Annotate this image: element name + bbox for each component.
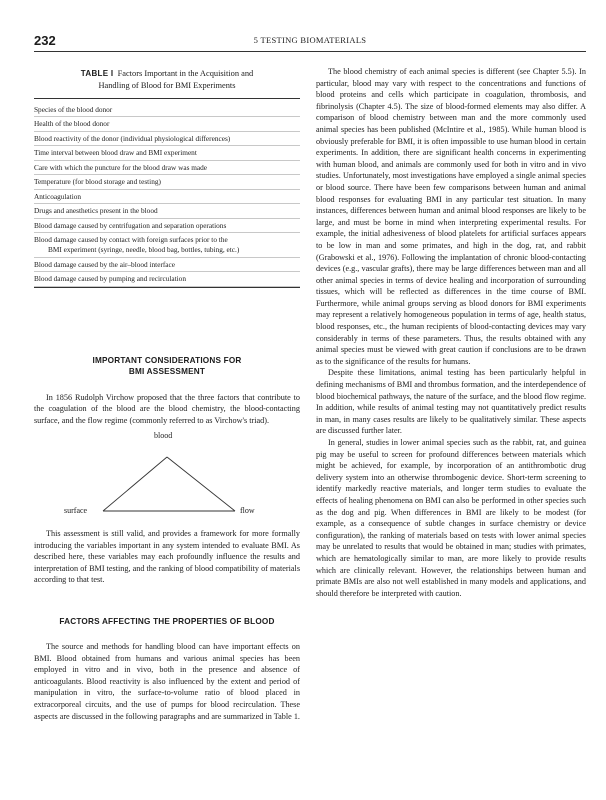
- section-heading-factors: FACTORS AFFECTING THE PROPERTIES OF BLOOD: [59, 616, 275, 626]
- source-methods-paragraph: The source and methods for handling blood can have important effects on BMI. Blood obtained from humans and various animal species has been employed in vitro and in vivo, both in the presence and absence of anticoagulants. Blood reactivity is also influenced by the extent and period of manipulation in vitro, the surface-to-volume ratio of blood placed in extracorporeal circuits, and the use of pumps for blood recirculation. These aspects are discussed in the following paragraphs and are summarized in Table 1.: [34, 641, 300, 721]
- table-row-text: Blood damage caused by pumping and recirculation: [34, 274, 186, 284]
- table-row: [34, 175, 300, 189]
- triad-edge-right: [167, 457, 235, 511]
- heading-line1: IMPORTANT CONSIDERATIONS FOR: [92, 355, 242, 365]
- blood-chemistry-paragraph: The blood chemistry of each animal species is different (see Chapter 5.5). In particular, blood may vary with respect to the concentrations and functions of blood proteins and cells which participate in coagulation, thrombosis, and fibrinolysis (Chapter 4.5). The size of blood-formed elements may also differ. A comparison of blood chemistry between man and the more commonly used animal species has been published (McIntire et al., 1985). While human blood is obviously preferable for BMI, it is often impossible to use human blood in certain experiments. In addition, there are significant health concerns in experimenting with human blood, and animals are commonly used for both in vitro and in vivo studies. Unfortunately, most investigations have employed a single animal species or blood source. There have been few comparisons between human and animal blood responses for evaluating BMI in any particular test situation. In many instances, differences between human and animal blood responses are likely to be large, and must be borne in mind when interpreting experimental results. For example, the initial adhesiveness of blood platelets for artificial surfaces appears to be low in man and some primates, and high in the dog, rat, and rabbit (Grabowski et al., 1976). Following the implantation of chronic blood-contacting devices (e.g., vascular grafts), there may be large differences between man and all other animal species in terms of device healing and incorporation of surrounding tissues, which will be reflected as differences in the time course of BMI. Furthermore, while animal groups serving as blood donors for BMI experiments may represent a relatively homogeneous population in terms of age, health status, blood responses, etc., the human recipients of blood-contacting devices may vary considerably in terms of these parameters. Thus, the results obtained with any animal species must be viewed with great caution if conclusions are to be drawn as to the significance of the results for humans.: [316, 67, 586, 366]
- table-row-text: Blood damage caused by centrifugation and separation operations: [34, 220, 227, 230]
- virchow-paragraph: In 1856 Rudolph Virchow proposed that the three factors that contribute to the coagulation of the blood are the blood chemistry, the blood-contacting surface, and the flow regime (commonly referred to as Virchow's triad).: [34, 392, 300, 425]
- table-row-text: Care with which the puncture for the blood draw was made: [34, 162, 208, 172]
- assessment-paragraph: This assessment is still valid, and provides a framework for more formally introducing the variables important in any system intended to evaluate BMI. As described here, these variables may each profoundly influence the results and interpretation of BMI testing, and the ranking of blood compatibility of materials according to that test.: [34, 529, 300, 585]
- left-column: [34, 66, 300, 427]
- table-row: [34, 233, 300, 257]
- table-title-line1: Factors Important in the Acquisition and: [117, 69, 254, 78]
- table-row: [34, 103, 300, 117]
- table-row-text: Anticoagulation: [34, 191, 82, 201]
- right-column: [316, 66, 586, 599]
- running-head: 5 TESTING BIOMATERIALS: [253, 35, 367, 45]
- triad-edge-left: [103, 457, 167, 511]
- page-header: [34, 33, 586, 49]
- table-row-text: Health of the blood donor: [34, 119, 110, 129]
- header-rule: [34, 51, 586, 52]
- triad-label-flow: flow: [240, 506, 255, 515]
- triad-label-surface: surface: [64, 506, 88, 515]
- table-row: [34, 146, 300, 160]
- limitations-paragraph: Despite these limitations, animal testing has been particularly helpful in defining mechanisms of BMI and thrombus formation, and the interdependence of blood biochemical pathways, the nature of the surface, and the blood flow regime. In addition, while results of animal testing may not quantitatively predict results in man, in many cases results are likely to be qualitatively similar. These aspects are discussed further later.: [316, 368, 586, 436]
- table-row-text: Blood reactivity of the donor (individual physiological differences): [34, 133, 231, 143]
- table-row: [34, 132, 300, 146]
- table-row: [34, 117, 300, 131]
- table-row: [34, 258, 300, 272]
- table-title-line2: Handling of Blood for BMI Experiments: [98, 81, 236, 90]
- table-caption: [34, 68, 300, 92]
- table-row-text: Blood damage caused by the air–blood interface: [34, 259, 176, 269]
- table-row: [34, 219, 300, 233]
- table-row: [34, 272, 300, 286]
- table-row: [34, 190, 300, 204]
- triad-label-blood: blood: [154, 431, 173, 440]
- section-heading-important-considerations: [34, 355, 300, 377]
- table-row-continuation: BMI experiment (syringe, needle, blood bag, bottles, tubing, etc.): [48, 245, 240, 255]
- table-row-text: Time interval between blood draw and BMI experiment: [34, 148, 197, 158]
- factor-table: [34, 103, 300, 287]
- table-label: TABLE I: [80, 69, 114, 78]
- table-row-text: Blood damage caused by contact with foreign surfaces prior to the: [34, 235, 228, 245]
- table-row-text: Temperature (for blood storage and testing): [34, 177, 161, 187]
- page-number: 232: [34, 33, 56, 48]
- table-row: [34, 161, 300, 175]
- table-row: [34, 204, 300, 218]
- table-row-text: Drugs and anesthetics present in the blood: [34, 206, 158, 216]
- left-column-lower: [34, 528, 300, 722]
- lower-species-paragraph: In general, studies in lower animal species such as the rabbit, rat, and guinea pig may be useful to screen for profound differences between materials which might be achieved, for example, by incorporation of an antithrombotic drug delivery system into an otherwise thrombogenic device. Short-term screening to identify markedly reactive materials, and longer term studies to evaluate the effects of healing phenomena on BMI can also be performed in other species such as the dog and pig. When differences in BMI are likely to be modest (for example, as a consequence of subtle changes in surface chemistry or device configuration), the ranking of materials based on tests with lower animal species may be unrelated to results that would be obtained in man; studies with primates, which are hematologically similar to man, are more likely to provide results which are clinically relevant. However, the relationships between human and primate BMIs are also not well established in many models and applications, and should therefore be interpreted with caution.: [316, 438, 586, 598]
- heading-line2: BMI ASSESSMENT: [128, 366, 206, 376]
- table-top-rule: [34, 98, 300, 99]
- table-row-text: Species of the blood donor: [34, 104, 113, 114]
